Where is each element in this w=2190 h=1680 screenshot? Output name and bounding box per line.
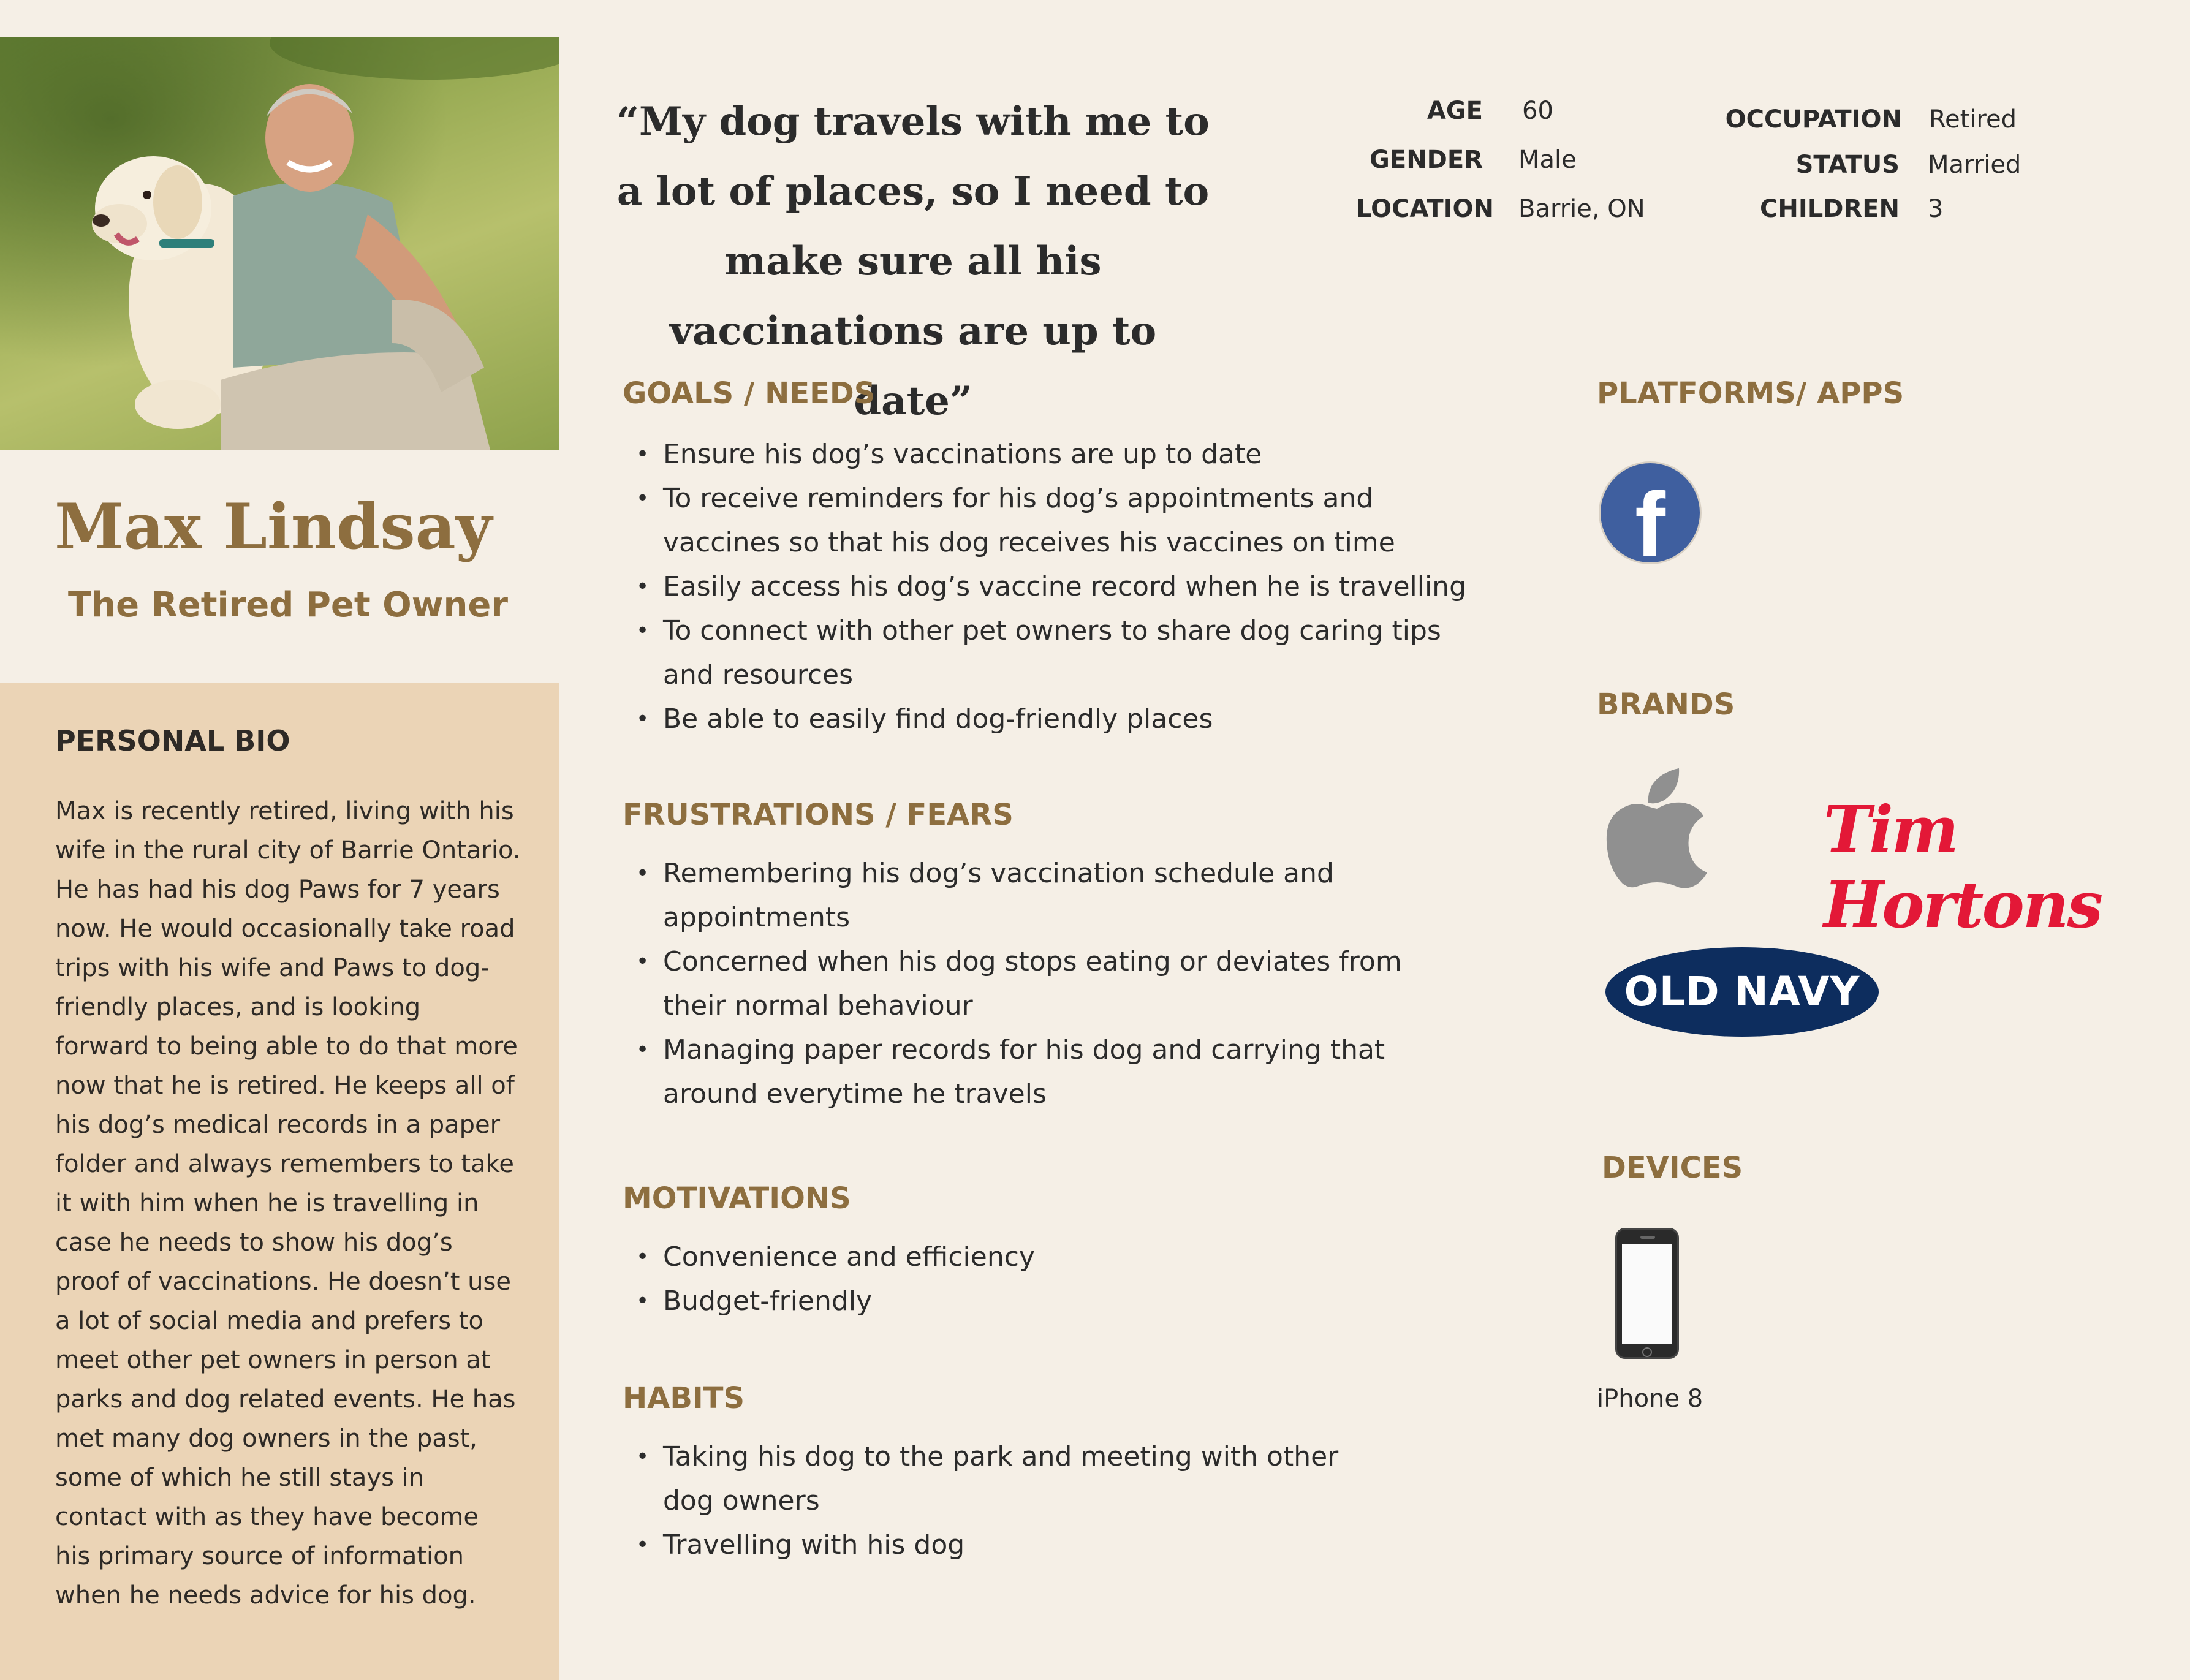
status-value: Married <box>1928 151 2021 179</box>
occupation-label: OCCUPATION <box>1725 105 1902 134</box>
persona-name: Max Lindsay <box>54 490 493 564</box>
gender-value: Male <box>1518 146 1577 174</box>
phone-speaker <box>1640 1236 1655 1239</box>
gender-label: GENDER <box>1370 146 1483 174</box>
bio-title: PERSONAL BIO <box>55 724 290 757</box>
phone-screen <box>1622 1244 1672 1344</box>
list-item: • Concerned when his dog stops eating or deviates from their normal behaviour <box>623 940 1468 1028</box>
motivations-title: MOTIVATIONS <box>623 1181 851 1216</box>
motivations-list <box>623 1235 1480 1323</box>
bio-text: Max is recently retired, living with his wife in the rural city of Barrie Ontario. He has had his dog Paws for 7 years now. He would occasionally take road trips with his wife and Paws to dog-friendly places, and is looking forward to being able to do that more now that he is retired. He keeps all of his dog’s medical records in a paper folder and always remembers to take it with him when he is travelling in case he needs to show his dog’s proof of vaccinations. He doesn’t use a lot of social media and prefers to meet other pet owners in person at parks and dog related events. He has met many dog owners in the past, some of which he still stays in contact with as they have become his primary source of information when he needs advice for his dog. <box>55 797 521 1610</box>
phone-home-button <box>1642 1347 1652 1357</box>
brands-title: BRANDS <box>1597 687 1735 722</box>
persona-quote: “My dog travels with me to a lot of places, so I need to make sure all his vaccinations are up to date” <box>616 99 1210 424</box>
occupation-value: Retired <box>1929 105 2017 134</box>
children-label: CHILDREN <box>1759 195 1900 223</box>
frustrations-title: FRUSTRATIONS / FEARS <box>623 798 1014 832</box>
age-label: AGE <box>1427 97 1483 125</box>
apple-icon <box>1605 768 1708 888</box>
status-label: STATUS <box>1795 151 1900 179</box>
list-item: • Remembering his dog’s vaccination schedule and appointments <box>623 852 1358 940</box>
list-item: • To connect with other pet owners to share dog caring tips and resources <box>623 609 1450 697</box>
list-item: • Taking his dog to the park and meeting with other dog owners <box>623 1435 1395 1523</box>
list-item: • Budget-friendly <box>623 1279 1480 1323</box>
list-item: • Managing paper records for his dog and carrying that around everytime he travels <box>623 1028 1480 1116</box>
location-label: LOCATION <box>1356 195 1494 223</box>
list-item: • Travelling with his dog <box>623 1523 1419 1567</box>
list-item: • Be able to easily find dog-friendly places <box>623 697 1480 741</box>
frustrations-list <box>623 852 1480 1116</box>
habits-list <box>623 1435 1419 1567</box>
children-value: 3 <box>1928 195 1944 223</box>
persona-subtitle: The Retired Pet Owner <box>68 585 508 625</box>
location-value: Barrie, ON <box>1518 195 1645 223</box>
list-item: • To receive reminders for his dog’s appointments and vaccines so that his dog receives his vaccines on time <box>623 477 1419 565</box>
platforms-title: PLATFORMS/ APPS <box>1597 376 1904 411</box>
list-item: • Convenience and efficiency <box>623 1235 1480 1279</box>
devices-title: DEVICES <box>1602 1151 1743 1185</box>
tim-hortons-logo: Tim Hortons <box>1824 792 2101 942</box>
list-item: • Easily access his dog’s vaccine record when he is travelling <box>623 565 1480 609</box>
old-navy-logo: OLD NAVY <box>1605 947 1879 1037</box>
facebook-icon: f <box>1601 463 1700 562</box>
age-value: 60 <box>1522 97 1553 125</box>
habits-title: HABITS <box>623 1381 745 1415</box>
goals-title: GOALS / NEEDS <box>623 376 876 411</box>
phone-icon <box>1615 1228 1679 1359</box>
man-with-dog-illustration <box>0 37 559 450</box>
goals-list <box>623 433 1480 741</box>
list-item: • Ensure his dog’s vaccinations are up to date <box>623 433 1480 477</box>
persona-photo <box>0 37 559 450</box>
device-label: iPhone 8 <box>1597 1385 1703 1413</box>
